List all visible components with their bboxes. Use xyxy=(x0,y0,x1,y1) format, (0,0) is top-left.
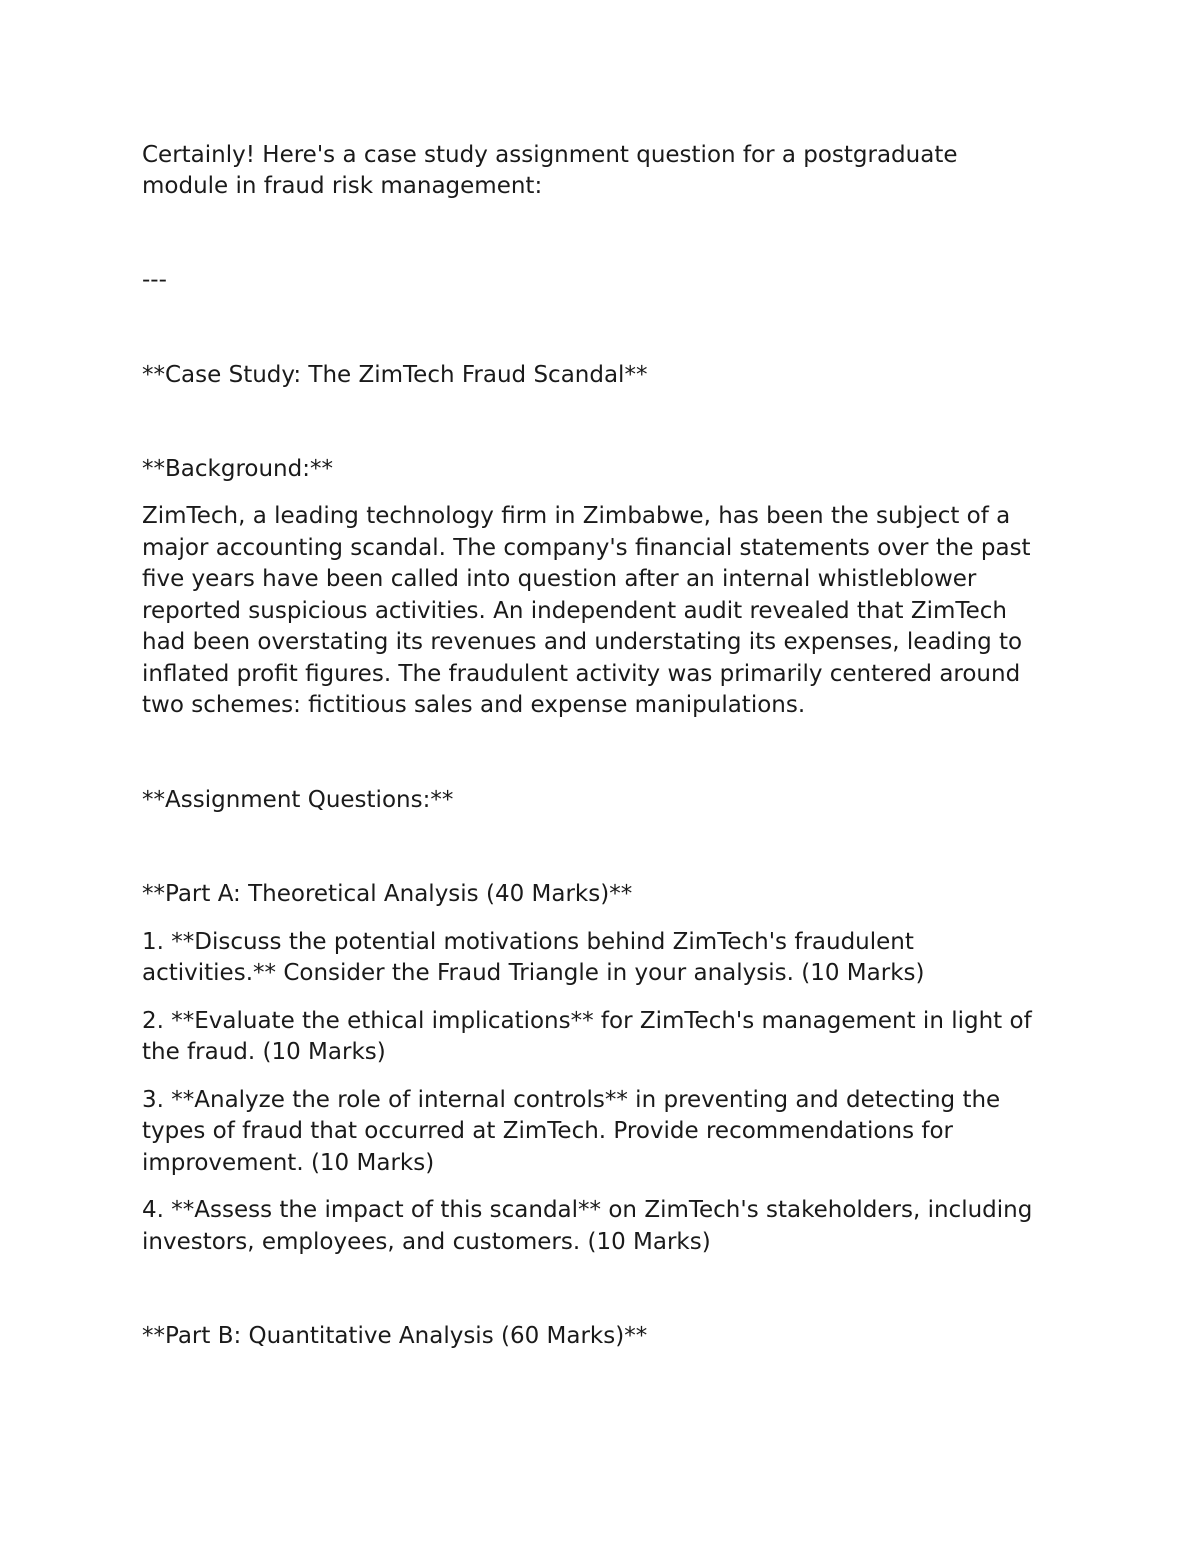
separator: --- xyxy=(142,267,167,293)
background-line-5: had been overstating its revenues and understating its expenses, leading to xyxy=(142,629,1023,655)
question-3-line-1: 3. **Analyze the role of internal controls** in preventing and detecting the xyxy=(142,1087,1001,1113)
question-3-line-2: types of fraud that occurred at ZimTech. Provide recommendations for xyxy=(142,1118,953,1144)
question-1-line-1: 1. **Discuss the potential motivations behind ZimTech's fraudulent xyxy=(142,929,914,955)
question-2-line-1: 2. **Evaluate the ethical implications** for ZimTech's management in light of xyxy=(142,1008,1032,1034)
background-line-4: reported suspicious activities. An independent audit revealed that ZimTech xyxy=(142,598,1007,624)
question-4-line-1: 4. **Assess the impact of this scandal** on ZimTech's stakeholders, including xyxy=(142,1197,1033,1223)
case-study-title: **Case Study: The ZimTech Fraud Scandal** xyxy=(142,362,648,388)
question-3-line-3: improvement. (10 Marks) xyxy=(142,1150,435,1176)
background-line-2: major accounting scandal. The company's financial statements over the past xyxy=(142,535,1031,561)
assignment-questions-heading: **Assignment Questions:** xyxy=(142,787,454,813)
background-line-6: inflated profit figures. The fraudulent activity was primarily centered around xyxy=(142,661,1021,687)
question-1-line-2: activities.** Consider the Fraud Triangle in your analysis. (10 Marks) xyxy=(142,960,925,986)
question-2-line-2: the fraud. (10 Marks) xyxy=(142,1039,386,1065)
background-heading: **Background:** xyxy=(142,456,333,482)
background-line-7: two schemes: fictitious sales and expense manipulations. xyxy=(142,692,806,718)
intro-line-1: Certainly! Here's a case study assignment question for a postgraduate xyxy=(142,142,958,168)
part-b-heading: **Part B: Quantitative Analysis (60 Marks)** xyxy=(142,1323,648,1349)
part-a-heading: **Part A: Theoretical Analysis (40 Marks)** xyxy=(142,881,633,907)
question-4-line-2: investors, employees, and customers. (10 Marks) xyxy=(142,1229,711,1255)
background-line-1: ZimTech, a leading technology firm in Zimbabwe, has been the subject of a xyxy=(142,503,1011,529)
intro-line-2: module in fraud risk management: xyxy=(142,173,543,199)
background-line-3: five years have been called into question after an internal whistleblower xyxy=(142,566,977,592)
